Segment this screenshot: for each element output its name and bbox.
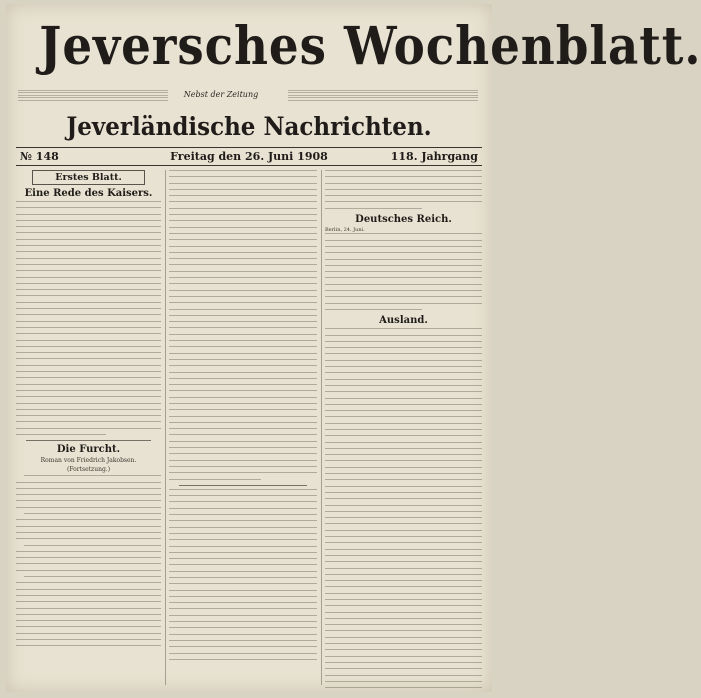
article-separator: [26, 440, 151, 441]
article-title: Eine Rede des Kaisers.: [24, 188, 153, 199]
dateline-text: Berlin, 24. Juni.: [325, 227, 365, 234]
section-heading: Deutsches Reich.: [355, 214, 452, 226]
article-title: Die Furcht.: [56, 444, 121, 456]
article-body: [169, 489, 317, 660]
newspaper-page: [6, 4, 701, 692]
masthead-title: Jeversches Wochenblatt.: [39, 16, 701, 77]
article-note: (Fortsetzung.): [66, 466, 111, 474]
dateline-bar: [16, 147, 482, 166]
issue-volume: 118. Jahrgang: [390, 150, 478, 163]
issue-number: № 148: [20, 150, 59, 163]
column-2: [169, 170, 317, 685]
article-body: [325, 328, 482, 688]
article-separator: [179, 485, 307, 486]
column-divider: [321, 170, 322, 685]
column-divider: [165, 170, 166, 685]
masthead-left-notice: [18, 88, 168, 103]
article-body: [16, 201, 161, 435]
article-body: [169, 170, 317, 480]
article-byline: Roman von Friedrich Jakobsen.: [40, 457, 137, 465]
article-body: [325, 233, 482, 310]
column-3: [325, 170, 482, 685]
issue-date: Freitag den 26. Juni 1908: [170, 150, 328, 163]
masthead-right-notice: [288, 88, 478, 103]
masthead-subtitle: Jeverländische Nachrichten.: [66, 112, 432, 141]
column-1: [16, 170, 161, 685]
article-body: [325, 170, 482, 209]
article-body: [16, 475, 161, 646]
masthead-center-note: Nebst der Zeitung: [183, 90, 259, 99]
section-heading: Ausland.: [379, 315, 428, 327]
section-heading: Erstes Blatt.: [32, 170, 145, 185]
